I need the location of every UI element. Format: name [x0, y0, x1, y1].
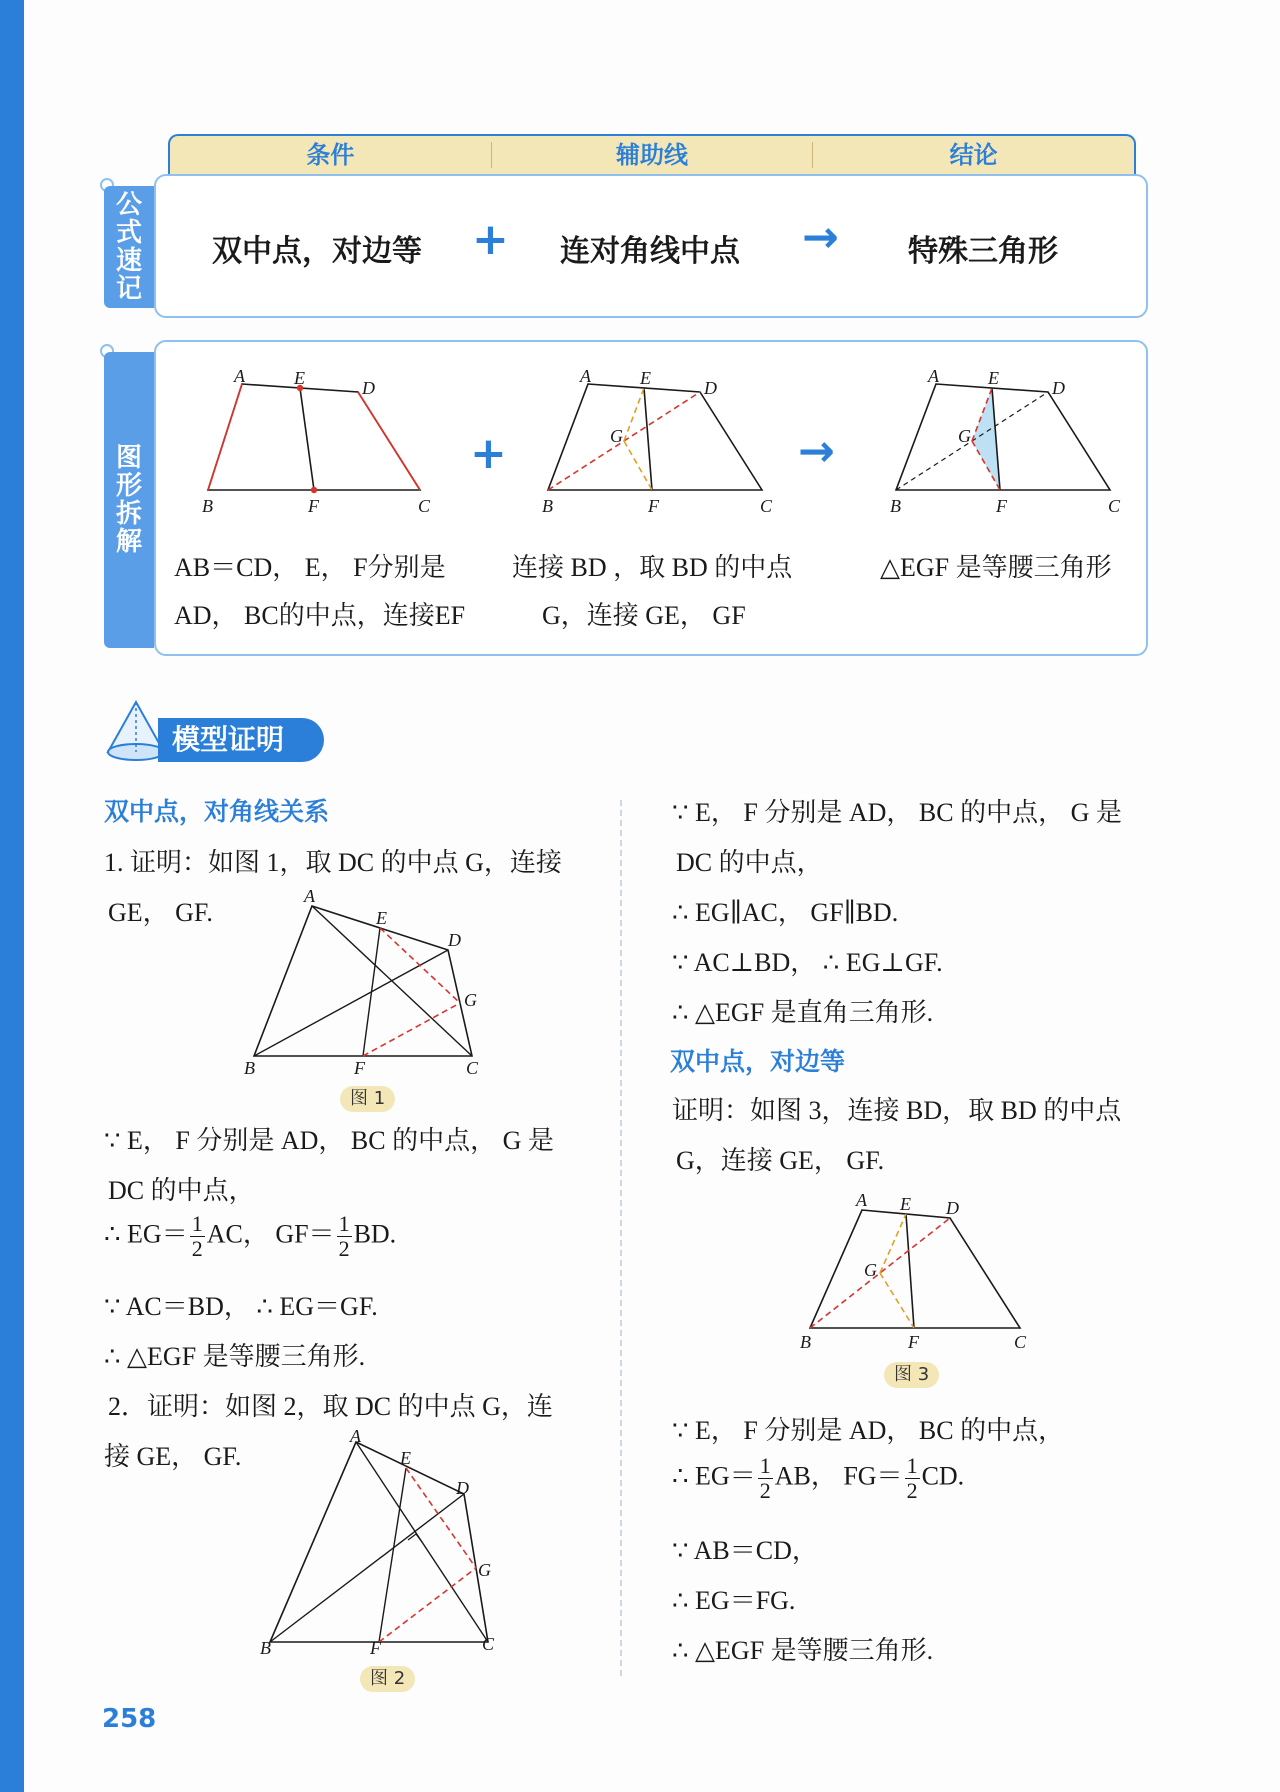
- proof1-equation: ∴ EG＝ $\frac{1}{2}$ AC， GF＝ $\frac{1}{2}$ BD.: [104, 1211, 397, 1261]
- formula-condition: 双中点，对边等: [212, 234, 422, 269]
- svg-text:E: E: [640, 368, 651, 388]
- label-C: C: [418, 496, 431, 516]
- right-line8: ∵ E， F 分别是 AD， BC 的中点，: [672, 1416, 1065, 1445]
- svg-text:B: B: [890, 496, 901, 516]
- svg-text:F: F: [908, 1332, 919, 1352]
- proof1-line1: 1. 证明：如图 1，取 DC 的中点 G，连接: [104, 848, 562, 877]
- label-D: D: [362, 378, 375, 398]
- right-line10: ∵ AB＝CD，: [672, 1536, 818, 1565]
- svg-text:E: E: [400, 1448, 411, 1468]
- figure-1-label: 图 1: [340, 1086, 395, 1112]
- svg-text:F: F: [370, 1638, 381, 1658]
- label-F: F: [308, 496, 319, 516]
- svg-text:D: D: [946, 1198, 959, 1218]
- svg-text:E: E: [900, 1194, 911, 1214]
- svg-text:G: G: [464, 990, 477, 1010]
- svg-text:B: B: [542, 496, 553, 516]
- right-line7: G，连接 GE， GF.: [676, 1146, 885, 1175]
- svg-text:B: B: [260, 1638, 271, 1658]
- right-line1: ∵ E， F 分别是 AD， BC 的中点， G 是: [672, 798, 1122, 827]
- svg-text:C: C: [1108, 496, 1121, 516]
- side-label-diagram: 图 形 拆 解: [104, 352, 154, 648]
- tab-condition: 条件: [170, 142, 492, 168]
- svg-text:D: D: [1052, 378, 1065, 398]
- diagram-trapezoid-1: [196, 366, 431, 522]
- page-number: 258: [102, 1704, 157, 1734]
- svg-text:D: D: [456, 1478, 469, 1498]
- caption-auxiliary: 连接 BD ，取 BD 的中点 G，连接 GE， GF: [512, 553, 793, 630]
- proof1-line3: ∵ E， F 分别是 AD， BC 的中点， G 是: [104, 1126, 554, 1155]
- section-title: 模型证明: [158, 718, 324, 762]
- svg-text:B: B: [800, 1332, 811, 1352]
- right-line5: ∴ △EGF 是直角三角形.: [672, 998, 934, 1027]
- right-line2: DC 的中点，: [676, 848, 823, 877]
- svg-text:C: C: [482, 1634, 495, 1654]
- svg-text:F: F: [996, 496, 1007, 516]
- figure-2-label: 图 2: [360, 1666, 415, 1692]
- tab-conclusion: 结论: [949, 141, 998, 169]
- svg-text:A: A: [856, 1190, 867, 1210]
- svg-text:E: E: [376, 908, 387, 928]
- svg-text:G: G: [864, 1260, 877, 1280]
- right-line3: ∴ EG∥AC， GF∥BD.: [672, 898, 899, 927]
- proof1-line7: ∴ △EGF 是等腰三角形.: [104, 1342, 366, 1371]
- figure-3: [796, 1190, 1036, 1350]
- arrow-right-icon: →: [802, 212, 839, 263]
- left-edge-stripe: [0, 0, 24, 1792]
- diagram-panel: [154, 340, 1148, 656]
- svg-text:F: F: [354, 1058, 365, 1078]
- label-E: E: [294, 368, 305, 388]
- proof1-line6: ∵ AC＝BD， ∴ EG＝GF.: [104, 1292, 378, 1321]
- svg-text:A: A: [350, 1426, 361, 1446]
- figure-1: [240, 888, 490, 1078]
- right-line4: ∵ AC⊥BD， ∴ EG⊥GF.: [672, 948, 943, 977]
- label-A: A: [234, 366, 245, 386]
- diagram-trapezoid-2: [534, 366, 774, 522]
- svg-text:G: G: [610, 426, 623, 446]
- tab-auxiliary-line: 辅助线: [492, 142, 814, 168]
- right-line6: 证明：如图 3，连接 BD，取 BD 的中点: [672, 1096, 1122, 1125]
- formula-conclusion: 特殊三角形: [908, 234, 1058, 269]
- svg-text:C: C: [760, 496, 773, 516]
- svg-text:A: A: [928, 366, 939, 386]
- svg-text:D: D: [704, 378, 717, 398]
- arrow-right-icon: →: [798, 426, 835, 477]
- header-tabs: [168, 134, 1136, 174]
- svg-text:A: A: [304, 886, 315, 906]
- subhead-opposite-sides-equal: 双中点，对边等: [670, 1047, 846, 1076]
- proof1-line2: GE， GF.: [108, 898, 213, 927]
- figure-2: [256, 1426, 506, 1658]
- proof2-line1: 2．证明：如图 2，取 DC 的中点 G，连: [108, 1392, 553, 1421]
- svg-text:A: A: [580, 366, 591, 386]
- svg-text:G: G: [958, 426, 971, 446]
- subhead-diagonal-relation: 双中点，对角线关系: [104, 797, 330, 826]
- caption-condition: AB＝CD， E， F分别是 AD， BC的中点，连接EF: [174, 553, 466, 630]
- proof1-line4: DC 的中点，: [108, 1176, 255, 1205]
- formula-panel: [154, 174, 1148, 318]
- side-label-formula: 公 式 速 记: [104, 186, 154, 308]
- column-divider: [620, 800, 622, 1676]
- right-equation: ∴ EG＝ $\frac{1}{2}$ AB， FG＝ $\frac{1}{2}$ CD.: [672, 1453, 965, 1503]
- svg-text:C: C: [1014, 1332, 1027, 1352]
- label-B: B: [202, 496, 213, 516]
- formula-auxiliary: 连对角线中点: [560, 234, 740, 269]
- svg-text:B: B: [244, 1058, 255, 1078]
- svg-text:G: G: [478, 1560, 491, 1580]
- proof2-line2: 接 GE， GF.: [104, 1442, 242, 1471]
- svg-text:C: C: [466, 1058, 479, 1078]
- right-line11: ∴ EG＝FG.: [672, 1586, 796, 1615]
- right-line12: ∴ △EGF 是等腰三角形.: [672, 1636, 934, 1665]
- diagram-trapezoid-3: [882, 366, 1122, 522]
- plus-icon: +: [470, 428, 507, 479]
- plus-icon: +: [472, 214, 509, 265]
- svg-text:F: F: [648, 496, 659, 516]
- svg-text:E: E: [988, 368, 999, 388]
- caption-conclusion: △EGF 是等腰三角形: [880, 553, 1112, 582]
- svg-text:D: D: [448, 930, 461, 950]
- figure-3-label: 图 3: [884, 1362, 939, 1388]
